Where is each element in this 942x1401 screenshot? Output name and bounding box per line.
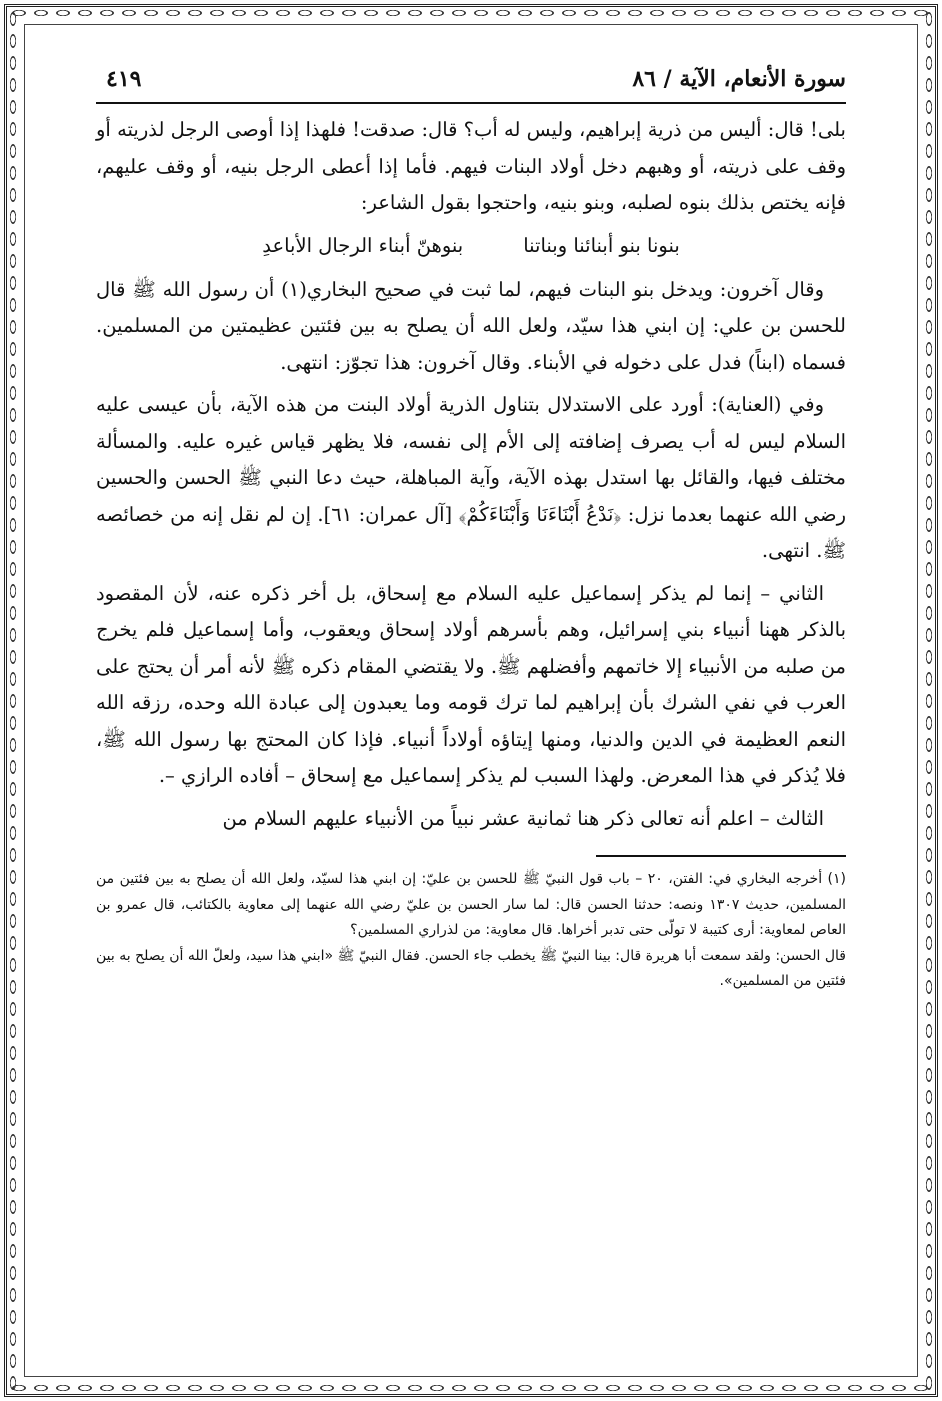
page-number: ٤١٩ xyxy=(106,66,142,92)
border-chain-bottom xyxy=(8,1381,934,1395)
paragraph: وقال آخرون: ويدخل بنو البنات فيهم، لما ثبت في صحيح البخاري(١) أن رسول الله ﷺ قال للحسن بن علي: إن ابني هذا سيّد، ولعل الله أن يصلح به بين فئتين عظيمتين من المسلمين. فسماه (ابناً) فدل على دخوله في الأبناء. وقال آخرون: هذا تجوّز: انتهى. xyxy=(96,277,846,374)
border-chain-right xyxy=(922,8,936,1393)
border-chain-top xyxy=(8,6,934,20)
page-content xyxy=(96,58,846,1321)
paragraph: الثالث – اعلم أنه تعالى ذكر هنا ثمانية عشر نبياً من الأنبياء عليهم السلام من xyxy=(222,806,824,830)
footnote-separator xyxy=(596,855,846,857)
running-head: سورة الأنعام، الآية / ٨٦ xyxy=(632,66,846,92)
page-header xyxy=(96,58,846,104)
verse-hemistich-first: بنونا بنو أبنائنا وبناتنا xyxy=(523,233,680,257)
border-chain-left xyxy=(6,8,20,1393)
verse-hemistich-second: بنوهنّ أبناء الرجال الأباعدِ xyxy=(262,233,464,257)
footnote: (١) أخرجه البخاري في: الفتن، ٢٠ – باب قول النبيّ ﷺ للحسن بن عليّ: إن ابني هذا لسيّد، ولعل الله أن يصلح به بين فئتين من المسلمين، حديث ١٣٠٧ ونصه: حدثنا الحسن قال: لما سار الحسن بن عليّ رضي الله عنهما إلى معاوية بالكتائب، قال عمرو بن العاص لمعاوية: أرى كتيبة لا تولّى حتى تدبر أخراها. قال معاوية: من لذراري المسلمين؟ xyxy=(96,871,846,938)
footnotes xyxy=(96,867,846,995)
paragraph: الثاني – إنما لم يذكر إسماعيل عليه السلام مع إسحاق، بل أخر ذكره عنه، لأن المقصود بالذكر ههنا أنبياء بني إسرائيل، وهم بأسرهم أولاد إسحاق ويعقوب، وأما إسماعيل فلم يخرج من صلبه من الأنبياء إلا خاتمهم وأفضلهم ﷺ. ولا يقتضي المقام ذكره ﷺ لأنه أمر أن يحتج على العرب في نفي الشرك بأن إبراهيم لما ترك قومه وما يعبدون إلى عبادة الله وحده، رزقه الله النعم العظيمة في الدين والدنيا، ومنها إيتاؤه أولاداً أنبياء. فإذا كان المحتج بها رسول الله ﷺ، فلا يُذكر في هذا المعرض. ولهذا السبب لم يذكر إسماعيل مع إسحاق – أفاده الرازي –. xyxy=(96,581,846,787)
poetry-verse xyxy=(96,228,846,264)
paragraph: بلى! قال: أليس من ذرية إبراهيم، وليس له أب؟ قال: صدقت! فلهذا إذا أوصى الرجل لذريته أو وقف على ذريته، أو وهبهم دخل أولاد البنات فيهم. فأما إذا أعطى الرجل بنيه، أو وقف عليهم، فإنه يختص بذلك بنوه لصلبه، وبنو بنيه، واحتجوا بقول الشاعر: xyxy=(96,118,846,214)
main-text xyxy=(96,112,846,837)
paragraph: وفي (العناية): أورد على الاستدلال بتناول الذرية أولاد البنت من هذه الآية، بأن عيسى عليه السلام ليس له أب يصرف إضافته إلى الأم إلى نفسه، فلا يظهر قياس غيره عليه. والمسألة مختلف فيها، والقائل بها استدل بهذه الآية، وآية المباهلة، حيث دعا النبي ﷺ الحسن والحسين رضي الله عنهما بعدما نزل: ﴿نَدْعُ أَبْنَاءَنَا وَأَبْنَاءَكُمْ﴾ [آل عمران: ٦١]. إن لم نقل إنه من خصائصه ﷺ. انتهى. xyxy=(96,393,846,562)
footnote-continuation: قال الحسن: ولقد سمعت أبا هريرة قال: بينا النبيّ ﷺ يخطب جاء الحسن. فقال النبيّ ﷺ «ابني هذا سيد، ولعلّ الله أن يصلح به بين فئتين من المسلمين». xyxy=(96,947,846,989)
